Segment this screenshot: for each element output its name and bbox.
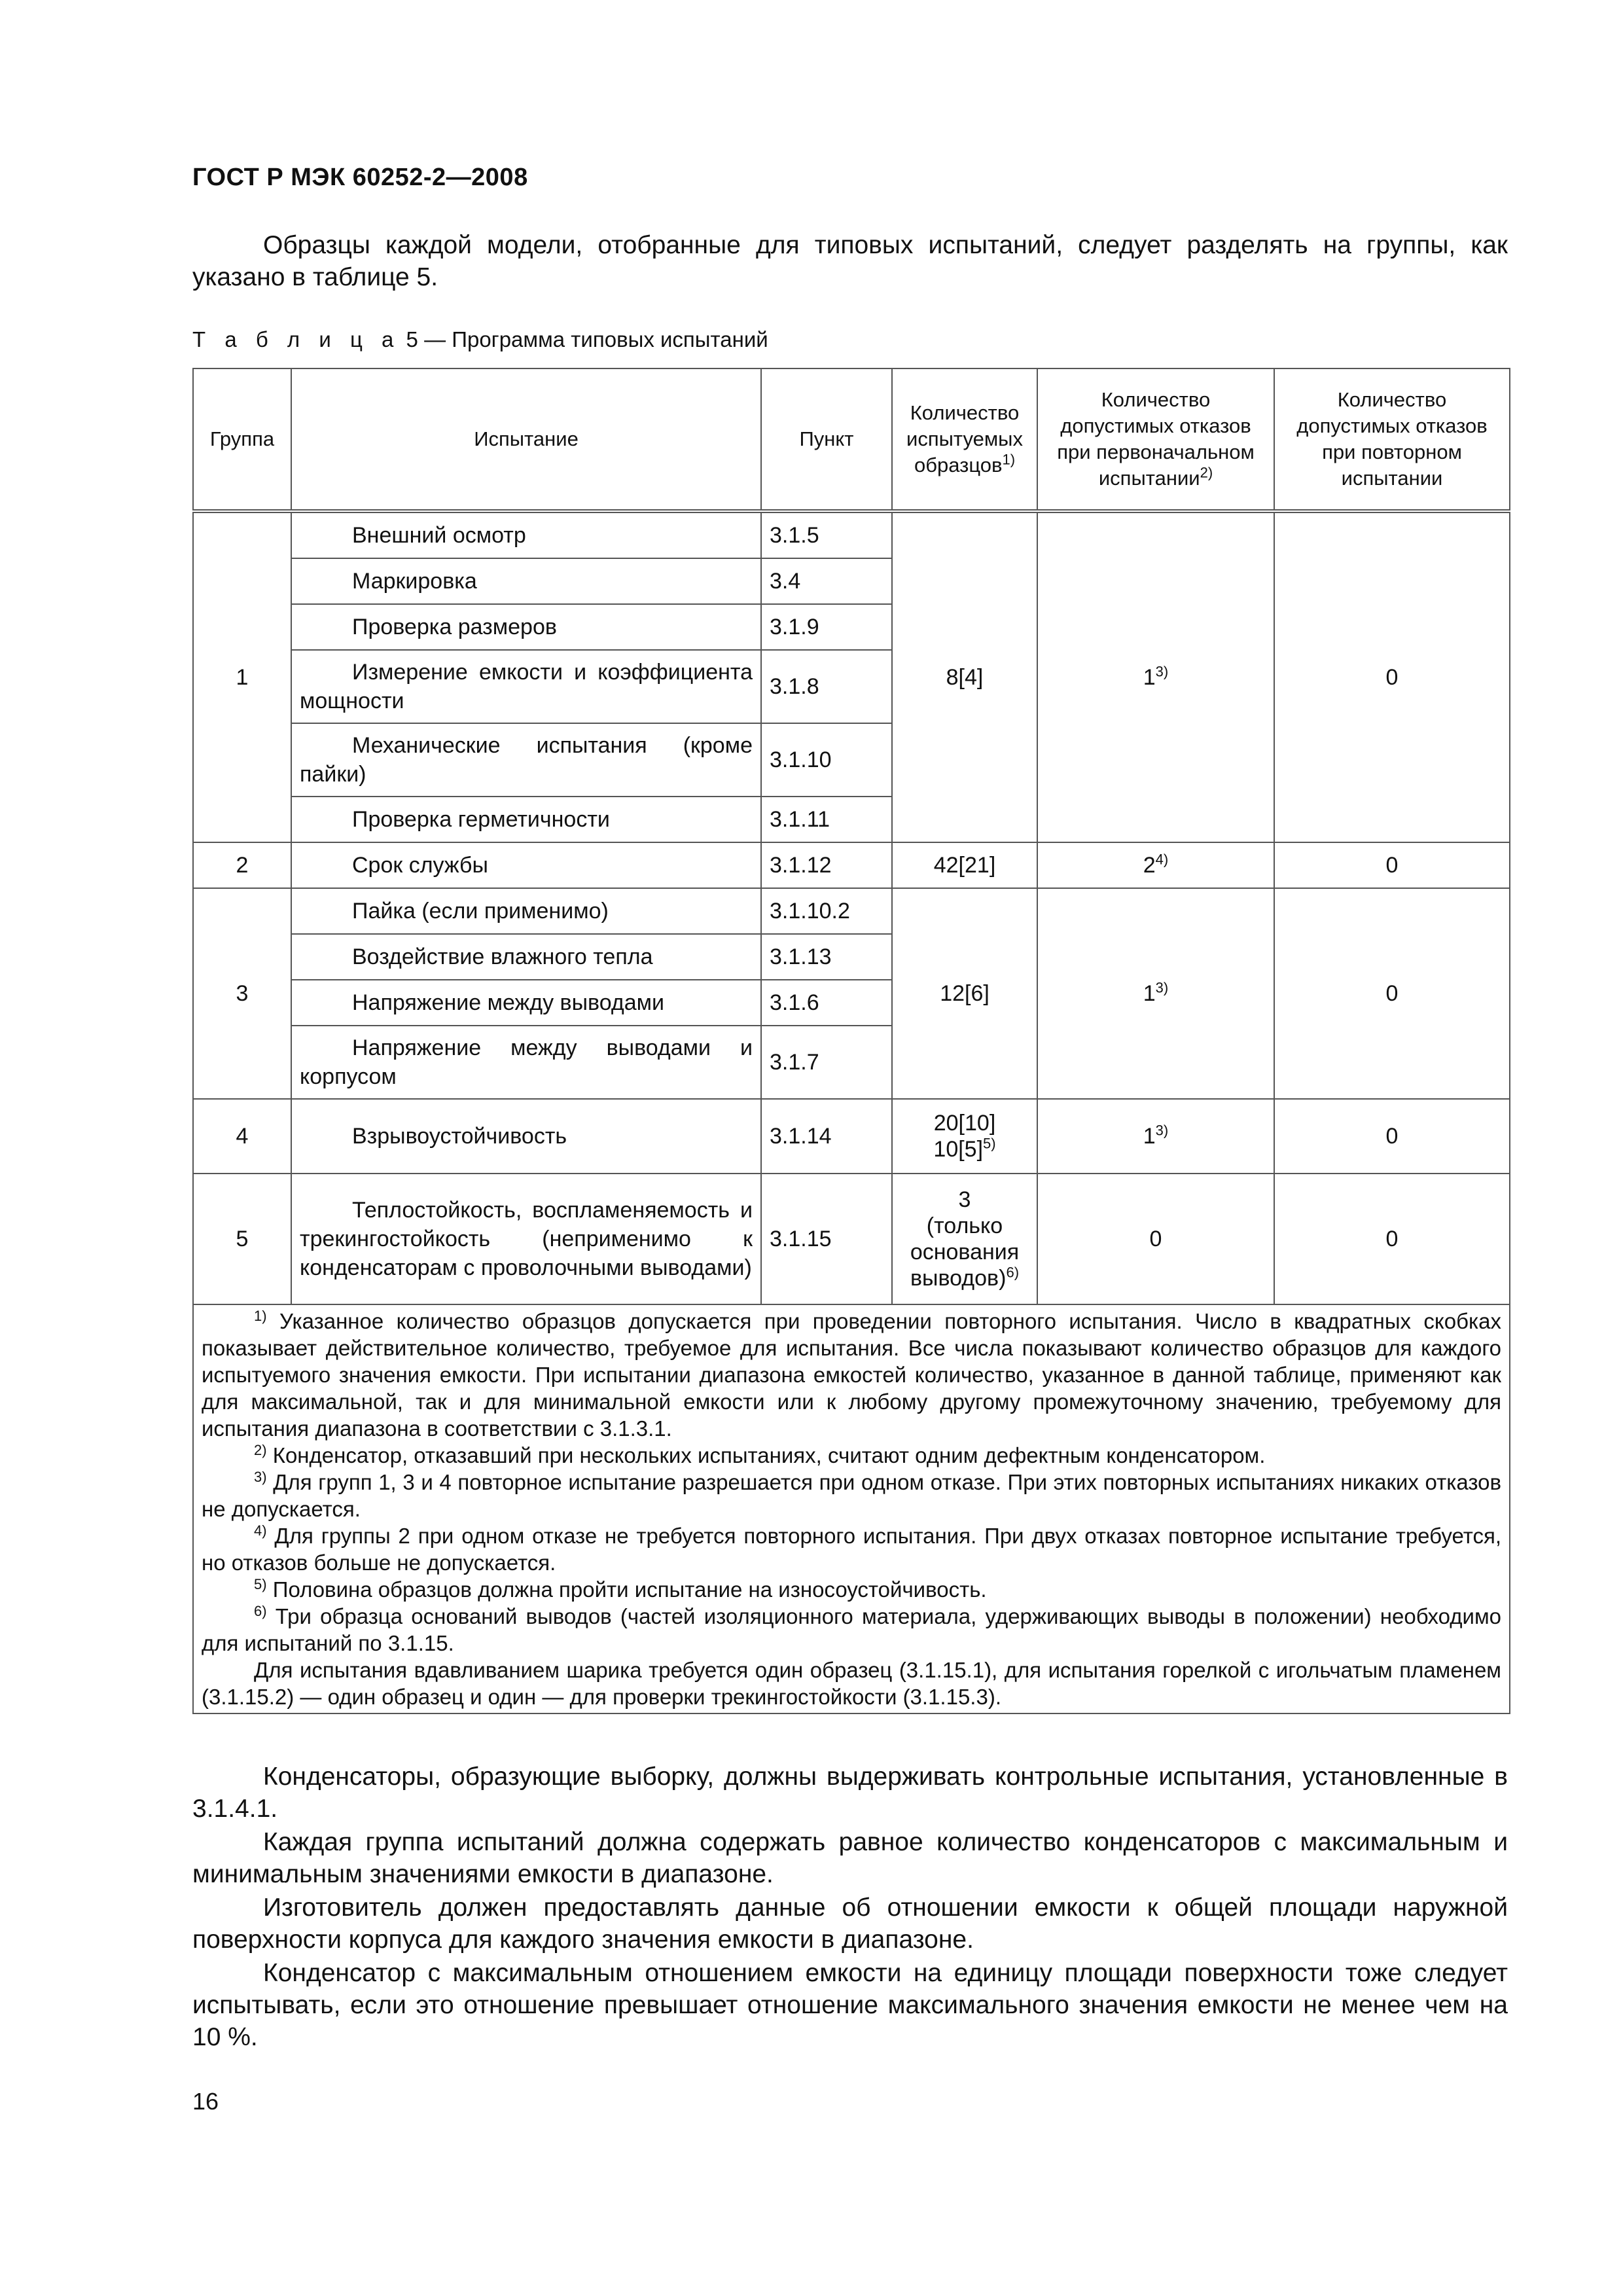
intro-paragraph: Образцы каждой модели, отобранные для типовых испытаний, следует разделять на группы, как указано в таблице 5. [192,231,1508,291]
table-notes [193,1304,1510,1713]
fail-initial-cell: 0 [1037,1174,1274,1304]
clause-cell: 3.1.9 [761,604,892,650]
caption-number: 5 [406,327,418,351]
samples-cell: 8[4] [892,511,1037,842]
fail-repeat-cell: 0 [1274,511,1510,842]
footnote: $^{1)}$ Указанное количество образцов допускается при проведении повторного испытания. Число в квадратных скобках показывает действительное количество, требуемое для испытания. Все числа показывают количество образцов для каждого испытуемого значения емкости. При испытании диапазона емкостей количество, указанное в данной таблице, применяют как для максимальной, так и для минимальной емкости или к любому другому промежуточному значению, требуемому для испытания диапазона в соответствии с 3.1.3.1. [202,1308,1502,1441]
group-cell: 5 [193,1174,291,1304]
clause-cell: 3.1.12 [761,842,892,888]
clause-cell: 3.1.11 [761,797,892,842]
caption-title: — Программа типовых испытаний [424,327,768,351]
group-cell: 4 [193,1099,291,1174]
clause-cell: 3.1.10 [761,723,892,797]
group-cell: 3 [193,888,291,1099]
table-row [193,888,1510,934]
test-cell: Напряжение между выводами [291,980,761,1026]
table-notes-row [193,1304,1510,1713]
test-cell: Измерение емкости и коэффициента мощности [291,650,761,723]
header-group: Группа [193,368,291,511]
footnote: Для испытания вдавливанием шарика требуется один образец (3.1.15.1), для испытания горелкой с игольчатым пламенем (3.1.15.2) — один образец и один — для проверки трекингостойкости (3.1.15.3). [202,1658,1501,1709]
fail-initial-cell: 1$^{3)}$ [1037,888,1274,1099]
page-number: 16 [192,2088,219,2115]
test-cell: Взрывоустойчивость [291,1099,761,1174]
body-paragraph: Конденсатор с максимальным отношением емкости на единицу площади поверхности тоже следует испытывать, если это отношение превышает отношение максимального значения емкости не менее чем на 10 %. [192,1959,1508,2051]
header-fail-repeat: Количество допустимых отказов при повторном испытании [1274,368,1510,511]
document-header: ГОСТ Р МЭК 60252-2—2008 [192,164,528,191]
body-paragraph: Изготовитель должен предоставлять данные об отношении емкости к общей площади наружной поверхности корпуса для каждого значения емкости в диапазоне. [192,1893,1508,1954]
footnote: $^{3)}$ Для групп 1, 3 и 4 повторное испытание разрешается при одном отказе. При этих повторных испытаниях никаких отказов не допускается. [202,1469,1502,1521]
fail-repeat-cell: 0 [1274,842,1510,888]
table-row [193,1174,1510,1304]
test-cell: Проверка герметичности [291,797,761,842]
group-cell: 1 [193,511,291,842]
fail-initial-cell: 2$^{4)}$ [1037,842,1274,888]
caption-prefix: Т а б л и ц а [192,327,401,351]
header-test: Испытание [291,368,761,511]
clause-cell: 3.1.13 [761,934,892,980]
fail-repeat-cell: 0 [1274,888,1510,1099]
fail-repeat-cell: 0 [1274,1099,1510,1174]
test-cell: Напряжение между выводами и корпусом [291,1026,761,1099]
clause-cell: 3.1.14 [761,1099,892,1174]
body-paragraph: Каждая группа испытаний должна содержать равное количество конденсаторов с максимальным и минимальным значениями емкости в диапазоне. [192,1828,1508,1888]
test-program-table [192,368,1510,1714]
footnote: $^{5)}$ Половина образцов должна пройти испытание на износоустойчивость. [254,1576,987,1602]
table-row [193,842,1510,888]
test-cell: Воздействие влажного тепла [291,934,761,980]
clause-cell: 3.1.5 [761,511,892,558]
clause-cell: 3.4 [761,558,892,604]
clause-cell: 3.1.8 [761,650,892,723]
samples-cell: 3 (только основания выводов)$^{6)}$ [892,1174,1037,1304]
test-cell: Проверка размеров [291,604,761,650]
clause-cell: 3.1.10.2 [761,888,892,934]
samples-cell: 12[6] [892,888,1037,1099]
test-cell: Механические испытания (кроме пайки) [291,723,761,797]
table-header-row [193,368,1510,511]
clause-cell: 3.1.7 [761,1026,892,1099]
test-cell: Маркировка [291,558,761,604]
footnote: $^{6)}$ Три образца оснований выводов (частей изоляционного материала, удерживающих выводы в положении) необходимо для испытаний по 3.1.15. [202,1603,1501,1655]
test-cell: Пайка (если применимо) [291,888,761,934]
header-samples: Количество испытуемых образцов$^{1)}$ [892,368,1037,511]
footnote: $^{4)}$ Для группы 2 при одном отказе не требуется повторного испытания. При двух отказах повторное испытание требуется, но отказов больше не допускается. [202,1522,1501,1575]
table-row [193,1099,1510,1174]
footnote: $^{2)}$ Конденсатор, отказавший при нескольких испытаниях, считают одним дефектным конденсатором. [254,1442,1266,1467]
test-cell: Теплостойкость, воспламеняемость и трекингостойкость (неприменимо к конденсаторам с проволочными выводами) [291,1174,761,1304]
clause-cell: 3.1.15 [761,1174,892,1304]
body-paragraph: Конденсаторы, образующие выборку, должны выдерживать контрольные испытания, установленные в 3.1.4.1. [192,1763,1508,1823]
header-clause: Пункт [761,368,892,511]
header-fail-initial: Количество допустимых отказов при первоначальном испытании$^{2)}$ [1037,368,1274,511]
clause-cell: 3.1.6 [761,980,892,1026]
samples-cell: 42[21] [892,842,1037,888]
test-cell: Срок службы [291,842,761,888]
fail-initial-cell: 1$^{3)}$ [1037,1099,1274,1174]
table-caption [192,327,768,352]
test-cell: Внешний осмотр [291,511,761,558]
samples-cell: 20[10] $10[5]^{5)}$ [892,1099,1037,1174]
fail-repeat-cell: 0 [1274,1174,1510,1304]
group-cell: 2 [193,842,291,888]
table-row [193,511,1510,558]
fail-initial-cell: 1$^{3)}$ [1037,511,1274,842]
